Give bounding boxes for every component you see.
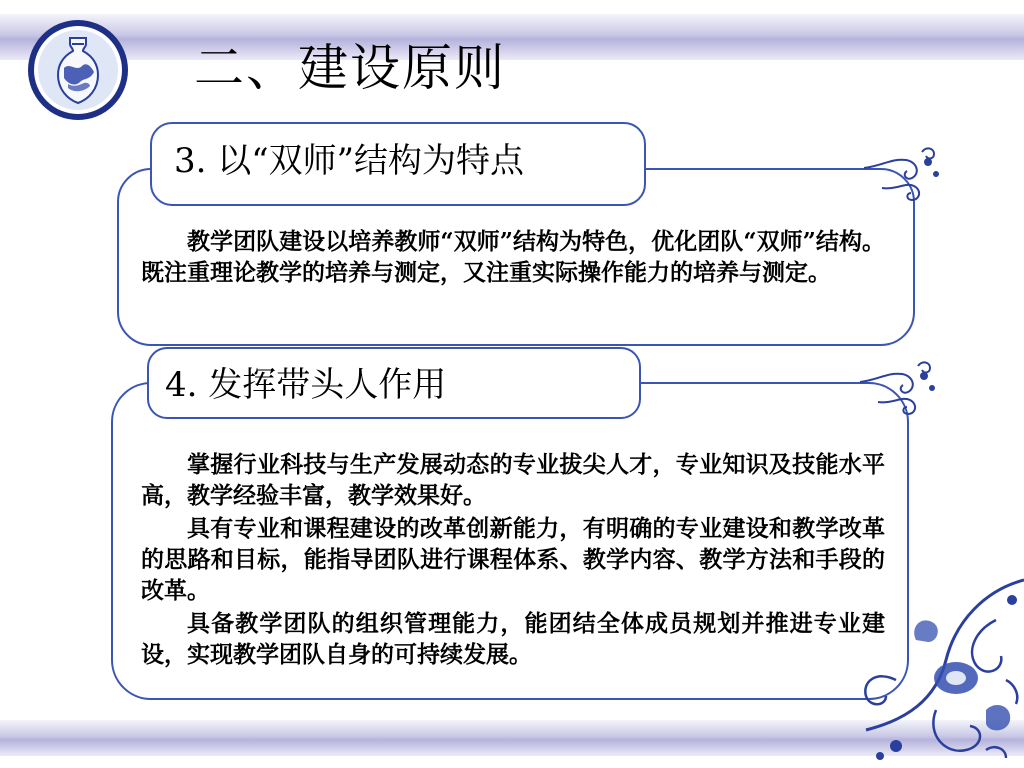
top-band <box>0 14 1024 60</box>
section-3-heading-tab <box>150 122 646 206</box>
section-4-paragraph: 掌握行业科技与生产发展动态的专业拔尖人才，专业知识及技能水平高，教学经验丰富，教学效果好。 <box>141 451 885 509</box>
section-3-heading: 3. 以“双师”结构为特点 <box>174 141 525 181</box>
scroll-curl-icon <box>862 138 946 208</box>
section-4-body <box>141 449 885 672</box>
section-4-heading: 4. 发挥带头人作用 <box>165 365 447 405</box>
scroll-curl-icon <box>858 352 942 422</box>
section-4-paragraph: 具有专业和课程建设的改革创新能力，有明确的专业建设和教学改革的思路和目标，能指导团队进行课程体系、教学内容、教学方法和手段的改革。 <box>141 515 885 604</box>
section-4-heading-tab <box>147 347 641 419</box>
floral-scroll-icon <box>836 560 1024 768</box>
porcelain-vase-icon <box>26 18 130 122</box>
section-3-paragraph: 教学团队建设以培养教师“双师”结构为特色，优化团队“双师”结构。既注重理论教学的培养与测定，又注重实际操作能力的培养与测定。 <box>141 228 885 286</box>
slide-title: 二、建设原则 <box>194 39 506 97</box>
section-4-paragraph: 具备教学团队的组织管理能力，能团结全体成员规划并推进专业建设，实现教学团队自身的可持续发展。 <box>141 610 885 668</box>
